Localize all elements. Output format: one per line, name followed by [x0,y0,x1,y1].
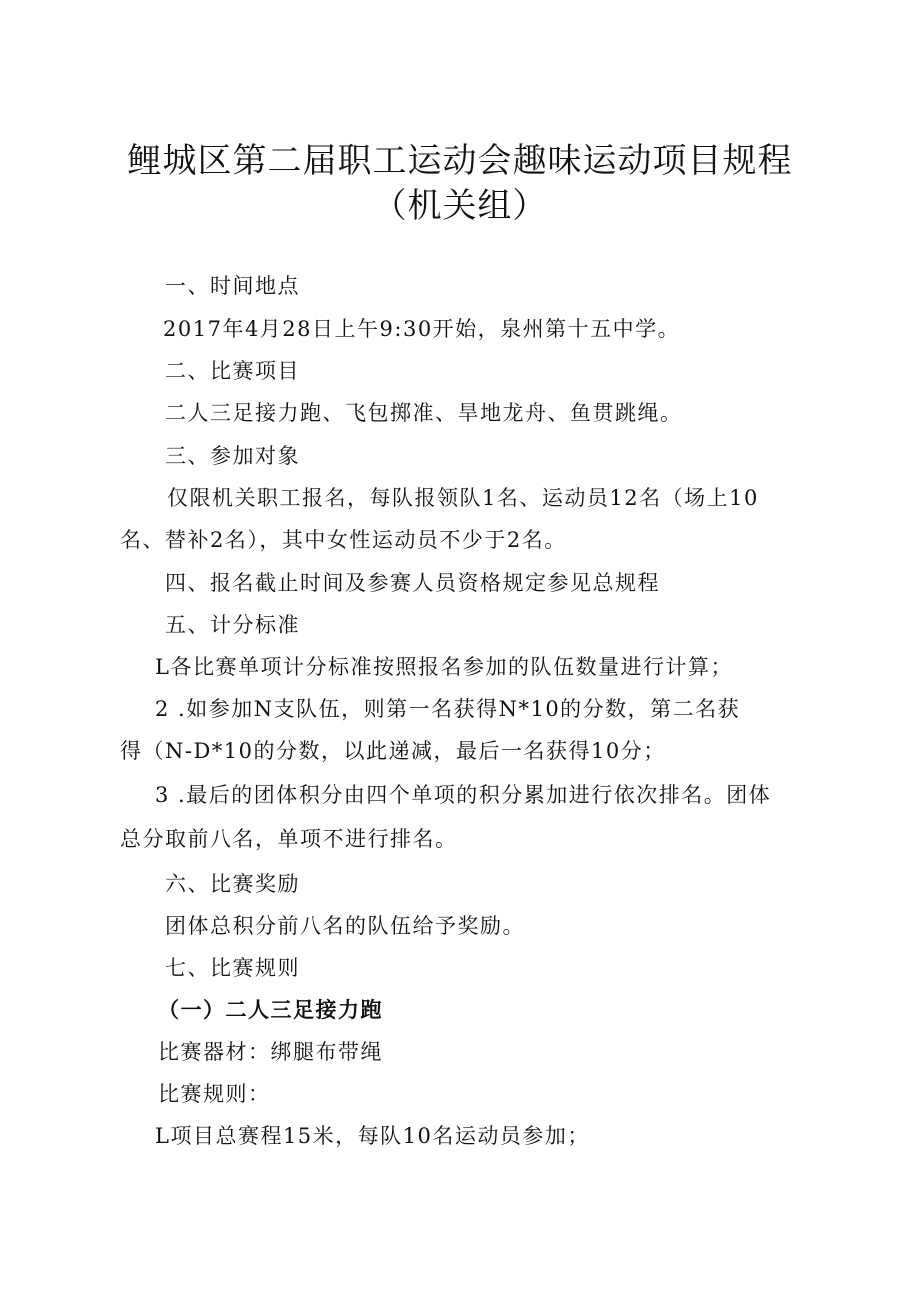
section-heading-events: 二、比赛项目 [165,359,300,383]
section-heading-awards: 六、比赛奖励 [165,872,300,896]
section-heading-participants: 三、参加对象 [165,444,300,468]
section-heading-rules: 七、比赛规则 [165,956,300,980]
section-text-events: 二人三足接力跑、飞包掷准、旱地龙舟、鱼贯跳绳。 [165,401,683,425]
scoring-item-1: L各比赛单项计分标准按照报名参加的队伍数量进行计算； [155,655,733,679]
document-subtitle: （机关组） [372,186,548,226]
section-text-participants-line1: 仅限机关职工报名，每队报领队1名、运动员12名（场上10 [167,486,759,510]
document-title: 鲤城区第二届职工运动会趣味运动项目规程 [127,141,793,181]
scoring-item-3-line1: 3 .最后的团体积分由四个单项的积分累加进行依次排名。团体 [155,783,772,807]
scoring-item-2-line1: 2 .如参加N支队伍，则第一名获得N*10的分数，第二名获 [155,697,741,721]
rules-equipment: 比赛器材：绑腿布带绳 [158,1040,383,1064]
section-heading-time-location: 一、时间地点 [165,274,300,298]
section-heading-scoring: 五、计分标准 [165,613,300,637]
section-text-time-location: 2017年4月28日上午9:30开始，泉州第十五中学。 [163,317,681,341]
scoring-item-2-line2: 得（N-D*10的分数，以此递减，最后一名获得10分； [120,739,666,763]
scoring-item-3-line2: 总分取前八名，单项不进行排名。 [120,827,458,851]
section-heading-registration: 四、报名截止时间及参赛人员资格规定参见总规程 [165,571,660,595]
rules-label: 比赛规则： [158,1082,271,1106]
rules-subheading-relay: （一）二人三足接力跑 [158,997,383,1022]
rules-item-1: L项目总赛程15米，每队10名运动员参加； [155,1124,590,1148]
section-text-participants-line2: 名、替补2名），其中女性运动员不少于2名。 [120,528,567,552]
section-text-awards: 团体总积分前八名的队伍给予奖励。 [165,914,525,938]
